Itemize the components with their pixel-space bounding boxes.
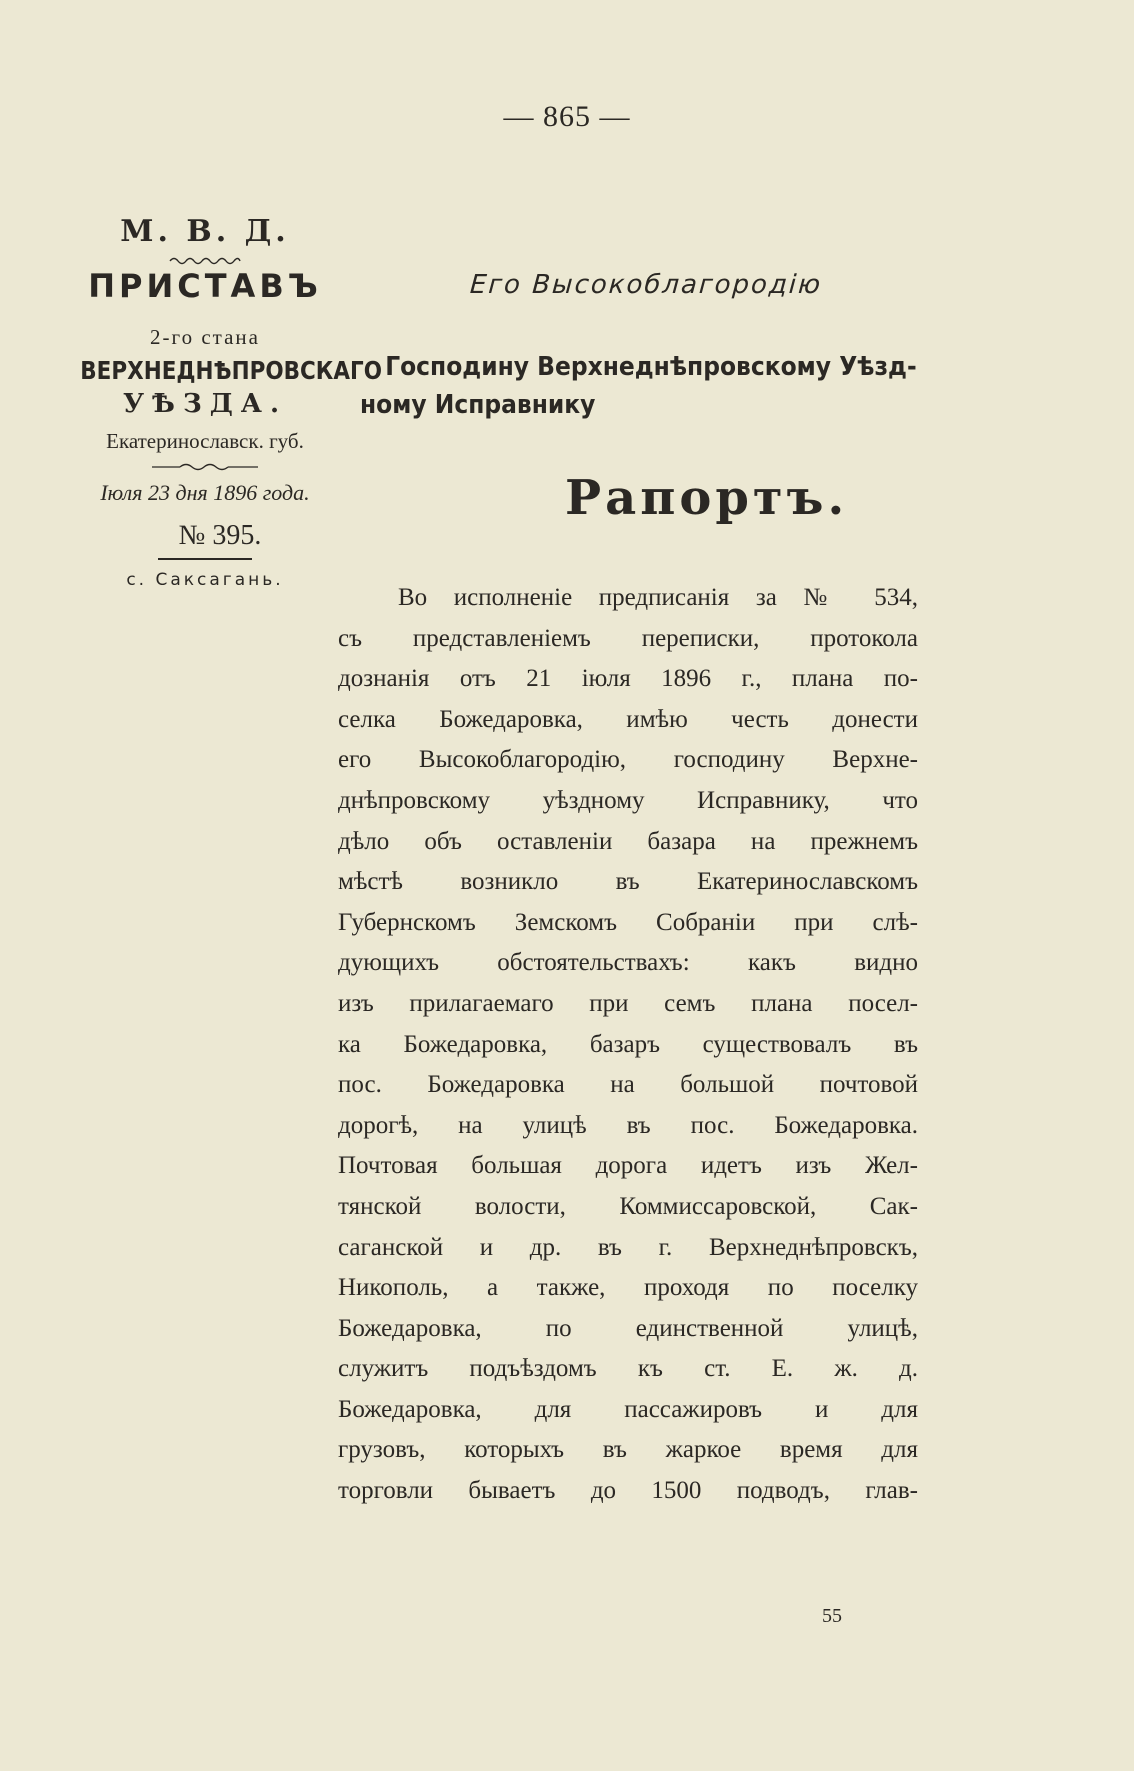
- body-line: дующихъ обстоятельствахъ: какъ видно: [338, 949, 918, 977]
- body-line: саганской и др. въ г. Верхнеднѣпровскъ,: [338, 1233, 918, 1261]
- body-line: дорогѣ, на улицѣ въ пос. Божедаровка.: [338, 1111, 918, 1139]
- office-title: ПРИСТАВЪ: [88, 267, 322, 305]
- report-body: [338, 578, 918, 1512]
- divider-line: [158, 558, 252, 560]
- signature-number: 55: [822, 1605, 842, 1627]
- body-line: ка Божедаровка, базаръ существовалъ въ: [338, 1030, 918, 1058]
- body-line: тянской волости, Коммиссаровской, Сак-: [338, 1192, 918, 1220]
- recipient-line-1: Господину Верхнеднѣпровскому Уѣзд-: [385, 352, 917, 382]
- stan-label: 2-го стана: [150, 325, 260, 349]
- body-line: Губернскомъ Земскомъ Собраніи при слѣ-: [338, 908, 918, 936]
- recipient-block: [360, 348, 917, 424]
- body-line: мѣстѣ возникло въ Екатеринославскомъ: [338, 868, 918, 896]
- body-line: торговли бываетъ до 1500 подводъ, глав-: [338, 1477, 918, 1505]
- document-title: Рапортъ.: [565, 470, 849, 526]
- document-date: Іюля 23 дня 1896 года.: [100, 480, 310, 505]
- body-line: Почтовая большая дорога идетъ изъ Жел-: [338, 1152, 918, 1180]
- guberniya-label: Екатеринославск. губ.: [106, 429, 304, 453]
- letterhead: [60, 210, 382, 590]
- body-line: служитъ подъѣздомъ къ ст. Е. ж. д.: [338, 1355, 918, 1383]
- body-line: днѣпровскому уѣздному Исправнику, что: [338, 786, 918, 814]
- ornament-divider: [150, 462, 260, 472]
- uezd-name: ВЕРХНЕДНѢПРОВСКАГО: [80, 356, 382, 385]
- village-label: с. Саксагань.: [126, 570, 284, 590]
- body-line: Божедаровка, по единственной улицѣ,: [338, 1314, 918, 1342]
- uezd-label: УѢЗДА.: [122, 389, 288, 419]
- body-line: грузовъ, которыхъ въ жаркое время для: [338, 1436, 918, 1464]
- body-line: Никополь, а также, проходя по поселку: [338, 1274, 918, 1302]
- ministry-abbreviation: М. В. Д.: [120, 214, 290, 249]
- page-number: — 865 —: [503, 100, 631, 133]
- body-line: съ представленіемъ переписки, протокола: [338, 624, 918, 652]
- body-line: его Высокоблагородію, господину Верхне-: [338, 746, 918, 774]
- body-line: Во исполненіе предписанія за № 534,: [398, 584, 918, 611]
- body-line: пос. Божедаровка на большой почтовой: [338, 1071, 918, 1099]
- document-number: № 395.: [178, 520, 262, 551]
- body-line: дѣло объ оставленіи базара на прежнемъ: [338, 827, 918, 855]
- body-line: Божедаровка, для пассажировъ и для: [338, 1395, 918, 1423]
- addressee-salutation: Его Высокоблагородію: [468, 270, 824, 300]
- body-line: селка Божедаровка, имѣю честь донести: [338, 705, 918, 733]
- body-line: дознанія отъ 21 іюля 1896 г., плана по-: [338, 665, 918, 693]
- recipient-line-2: ному Исправнику: [360, 390, 596, 420]
- ornament-squiggle: [168, 255, 242, 265]
- body-line: изъ прилагаемаго при семъ плана посел-: [338, 989, 918, 1017]
